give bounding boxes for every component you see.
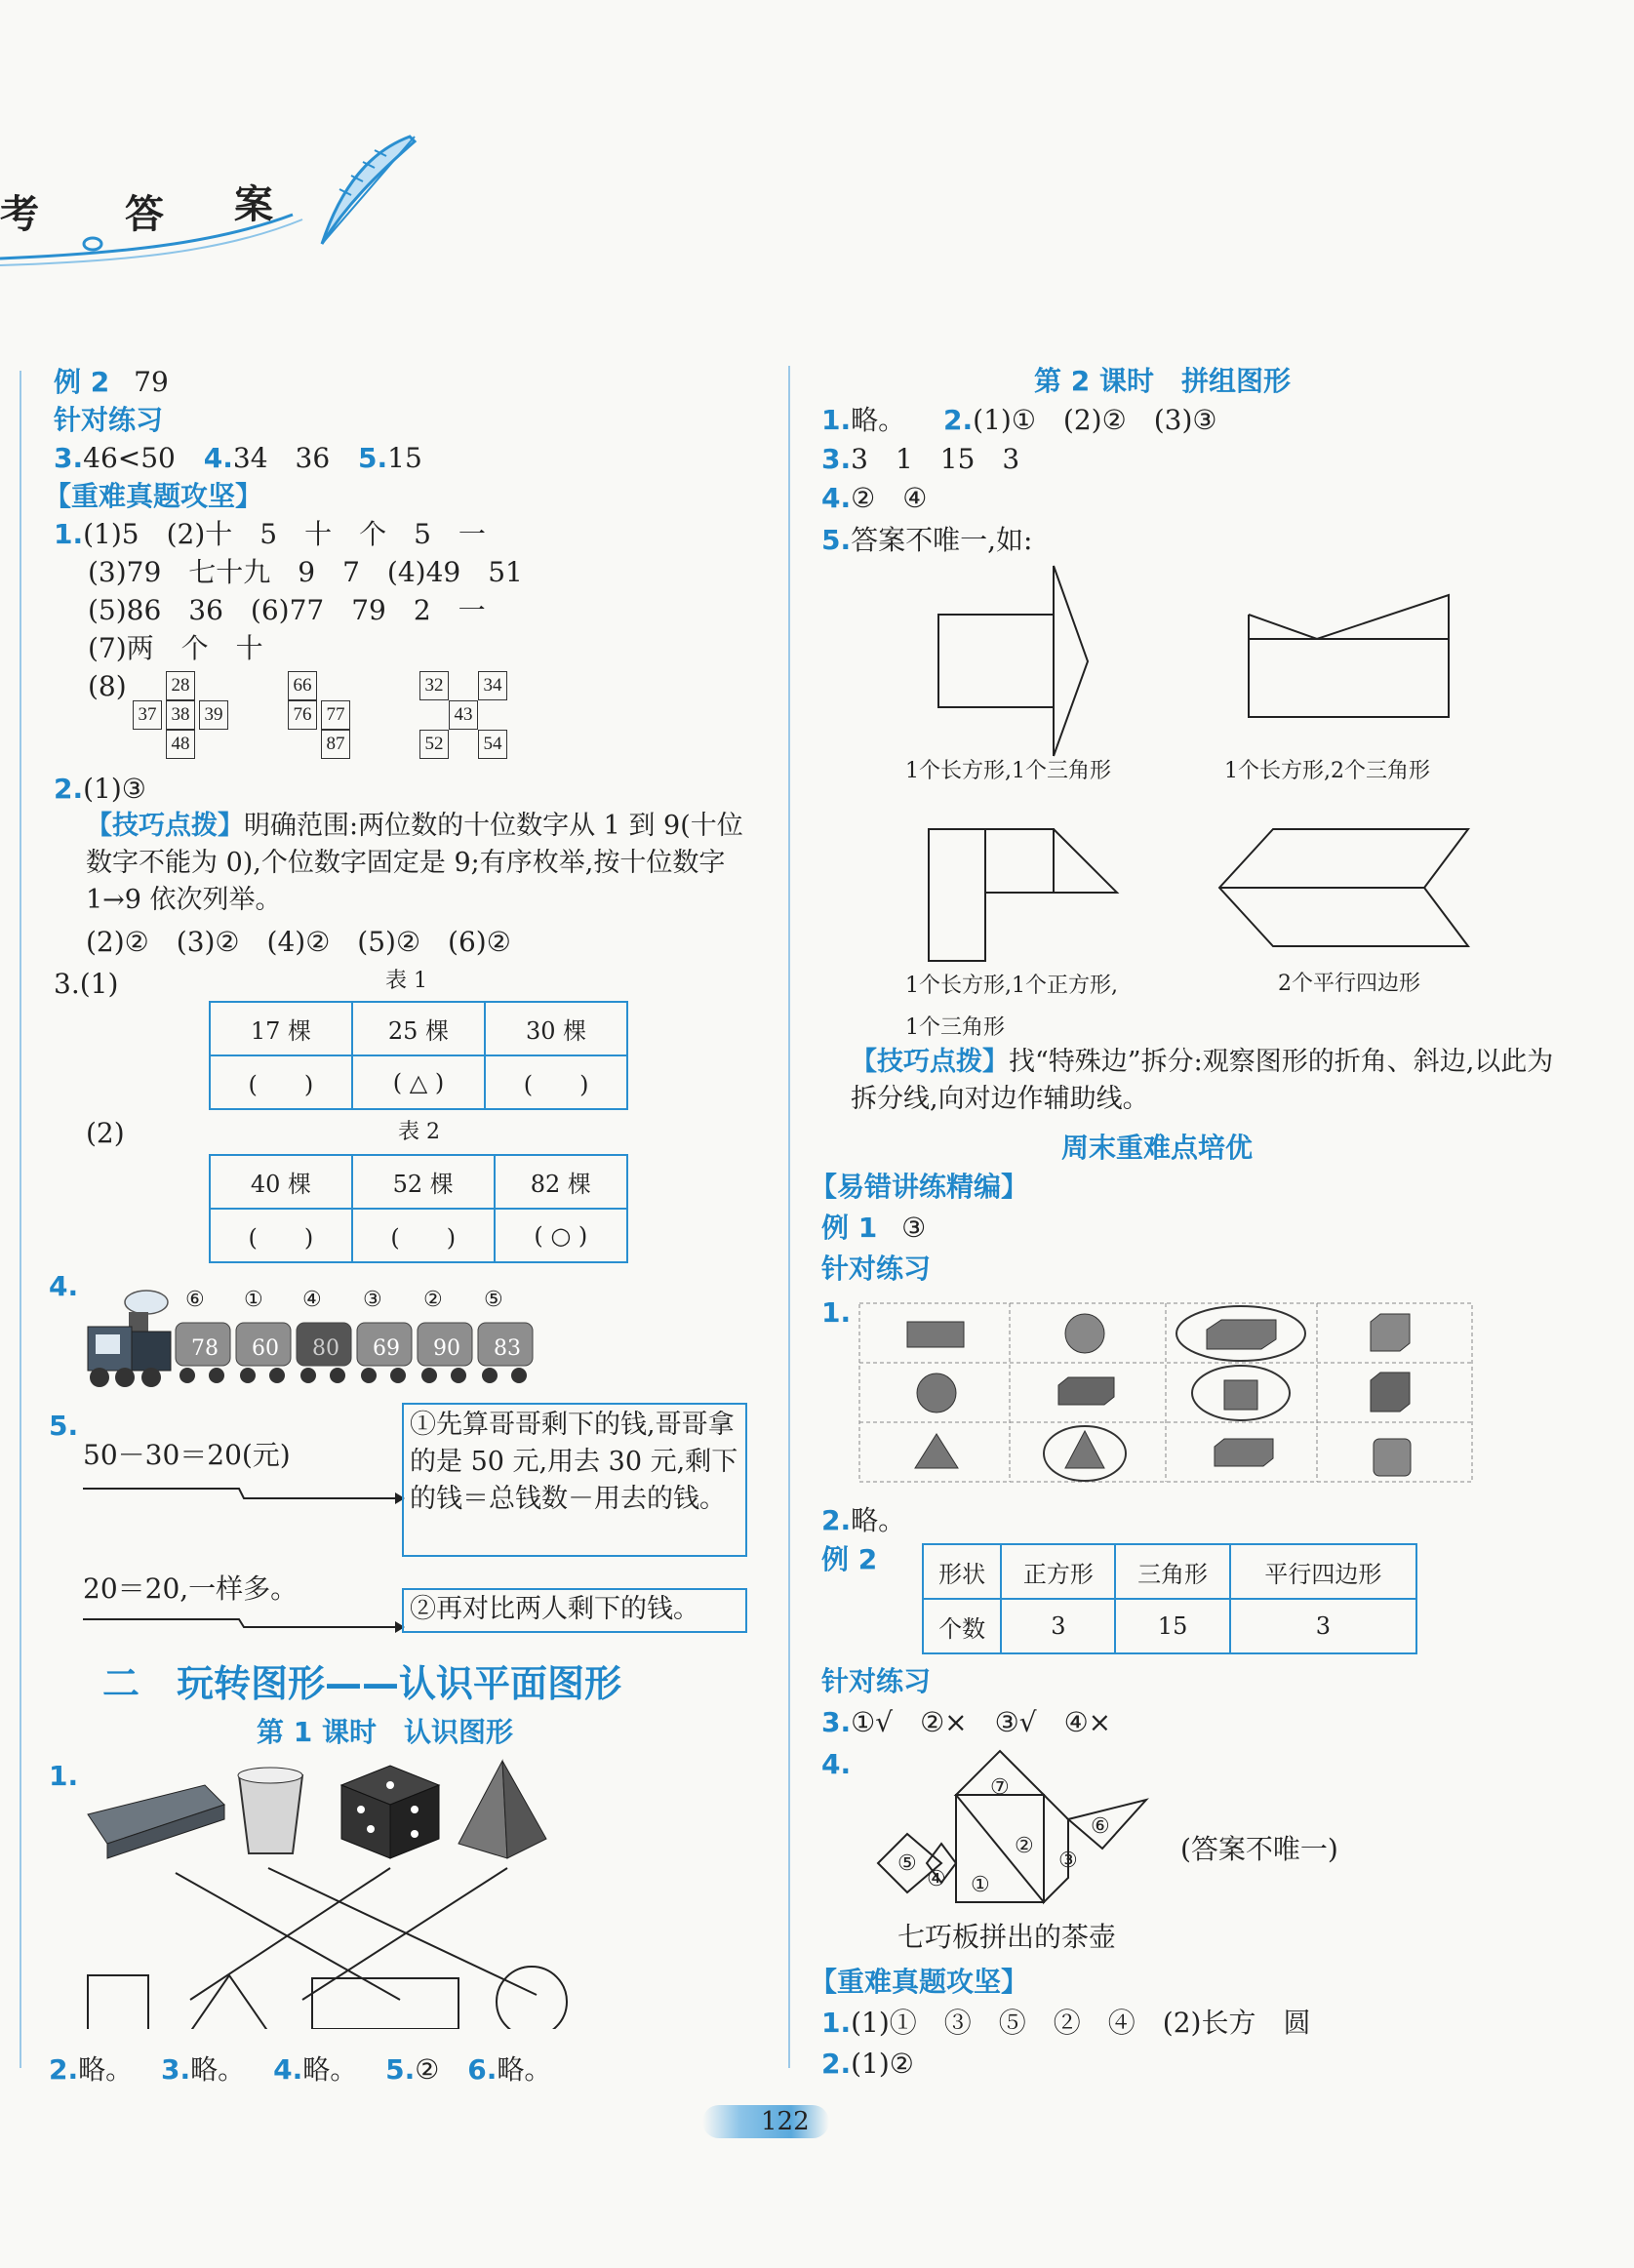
answer-num: 2. — [821, 1504, 852, 1536]
answer-text: ①√ ②× ③√ ④× — [851, 1706, 1112, 1738]
q5-equation-2: 20＝20,一样多。 — [83, 1572, 299, 1605]
arrow-connector-2 — [83, 1611, 405, 1641]
answer-num: 4. — [273, 2053, 303, 2086]
practice-answers-line — [54, 442, 422, 474]
shape-caption-4: 2个平行四边形 — [1278, 972, 1420, 996]
q2-line1 — [54, 773, 146, 805]
left-bottom-answers — [49, 2053, 552, 2086]
shape-table-head: 形状 — [923, 1544, 1001, 1599]
answer-text: 略。 — [302, 2053, 358, 2086]
pyramid-icon — [458, 1761, 546, 1858]
lesson-2-title: 第 2 课时 拼组图形 — [1034, 365, 1291, 397]
answer-text: ② ④ — [851, 482, 928, 514]
dice-icon — [341, 1766, 439, 1858]
shape-caption-3a: 1个长方形,1个正方形, — [905, 974, 1118, 998]
column-divider — [788, 366, 790, 2068]
answer-num: 1. — [821, 2007, 852, 2039]
car-number: 60 — [252, 1336, 279, 1361]
right-q4-number: 4. — [821, 1748, 852, 1780]
grid-cell: 38 — [166, 700, 195, 730]
targeted-practice-heading-3: 针对练习 — [821, 1665, 932, 1697]
error-practice-heading: 【易错讲练精编】 — [810, 1171, 1029, 1203]
answer-num: 4. — [821, 482, 852, 514]
q1b-number: 1. — [49, 1760, 79, 1792]
q3-label1: 3.(1) — [54, 968, 119, 1000]
q5-number: 5. — [358, 442, 388, 474]
explanation-box-2: ②再对比两人剩下的钱。 — [402, 1588, 747, 1633]
key-problems-heading: 【重难真题攻坚】 — [44, 480, 263, 512]
left-margin-line — [20, 371, 21, 2068]
shape-table-head: 三角形 — [1115, 1544, 1229, 1599]
answer-text: 略。 — [190, 2053, 246, 2086]
table1-head-cell: 17 棵 — [210, 1002, 352, 1055]
q2-rest: (2)② (3)② (4)② (5)② (6)② — [86, 926, 511, 958]
explanation-box-1: ①先算哥哥剩下的钱,哥哥拿的是 50 元,用去 30 元,剩下的钱＝总钱数－用去的钱。 — [402, 1403, 747, 1557]
table2-head-cell: 82 棵 — [495, 1155, 627, 1209]
tangram-note: (答案不唯一) — [1180, 1833, 1338, 1865]
right-q1-q2-line — [821, 404, 1217, 436]
targeted-practice-heading: 针对练习 — [54, 404, 164, 436]
shape-caption-2: 1个长方形,2个三角形 — [1224, 759, 1430, 783]
answer-text: (1)② — [851, 2048, 914, 2080]
grid-cell: 77 — [321, 700, 350, 730]
right-example-2-label: 例 2 — [821, 1543, 878, 1575]
grid-cell: 28 — [166, 671, 195, 700]
shape-table-head: 正方形 — [1001, 1544, 1115, 1599]
page-number: 122 — [761, 2107, 810, 2136]
q5-equation-1: 50－30＝20(元) — [83, 1439, 291, 1471]
key-problems-heading-2: 【重难真题攻坚】 — [810, 1966, 1029, 1998]
q1-line4: (7)两 个 十 — [88, 632, 263, 664]
q3-answer: 46<50 — [83, 442, 176, 474]
q1-number: 1. — [54, 518, 84, 550]
table1-answer-cell: ( ) — [210, 1055, 352, 1109]
order-label: ⑤ — [484, 1288, 503, 1312]
tip-block-1 — [86, 808, 759, 919]
answer-num: 5. — [385, 2053, 416, 2086]
table-2 — [209, 1154, 628, 1263]
table1-answer-cell: ( ) — [485, 1055, 627, 1109]
answer-text: 3 1 15 3 — [851, 443, 1020, 475]
tangram-label: ③ — [1058, 1849, 1078, 1873]
answer-num: 2. — [821, 2048, 852, 2080]
q2-number: 2. — [54, 773, 84, 805]
order-label: ① — [244, 1288, 263, 1312]
right-final-q2 — [821, 2050, 914, 2078]
answer-num: 5. — [821, 524, 852, 556]
tangram-label: ④ — [927, 1867, 946, 1891]
q5-number: 5. — [49, 1410, 79, 1442]
tip-text: 明确范围:两位数的十位数字从 1 到 9(十位数字不能为 0),个位数字固定是 9;有序枚举,按十位数字 1→9 依次列举。 — [86, 811, 743, 915]
page-header — [0, 98, 449, 283]
matching-figure — [78, 1756, 624, 2029]
shape-caption-3b: 1个三角形 — [905, 1015, 1005, 1040]
grid-cell: 48 — [166, 730, 195, 759]
order-label: ⑥ — [185, 1288, 205, 1312]
header-char-an: 案 — [234, 181, 312, 227]
answer-num: 2. — [943, 404, 974, 436]
grid-cell: 66 — [288, 671, 317, 700]
pencil-box-icon — [88, 1785, 224, 1858]
table2-head-cell: 52 棵 — [352, 1155, 495, 1209]
grid-cell: 39 — [199, 700, 228, 730]
solids-grid-figure — [858, 1302, 1473, 1483]
car-number: 80 — [312, 1336, 339, 1361]
shape-table-cell: 个数 — [923, 1599, 1001, 1653]
example-2-label: 例 2 — [54, 366, 110, 398]
q1-line1-text: (1)5 (2)十 5 十 个 5 一 — [83, 518, 486, 550]
shape-table-cell: 15 — [1115, 1599, 1229, 1653]
table2-answer-cell: ( ○ ) — [495, 1209, 627, 1262]
tangram-label: ⑥ — [1091, 1814, 1110, 1839]
targeted-practice-heading-2: 针对练习 — [821, 1253, 932, 1285]
answer-text: 答案不唯一,如: — [851, 524, 1033, 556]
arrow-connector-1 — [83, 1481, 405, 1510]
train-figure — [78, 1288, 546, 1395]
tangram-label: ⑤ — [897, 1851, 917, 1876]
example-2-answer: 79 — [134, 366, 169, 398]
table1-head-cell: 30 棵 — [485, 1002, 627, 1055]
q1-line3: (5)86 36 (6)77 79 2 一 — [88, 594, 486, 626]
grid-cell: 34 — [478, 671, 507, 700]
answer-text: (1)① (2)② (3)③ — [973, 404, 1217, 436]
answer-num: 2. — [49, 2053, 79, 2086]
tangram-teapot-figure — [849, 1746, 1161, 1922]
order-label: ③ — [363, 1288, 382, 1312]
train-locomotive-icon — [78, 1288, 176, 1395]
car-number: 83 — [494, 1336, 521, 1361]
grid-cell: 87 — [321, 730, 350, 759]
lesson-1-title: 第 1 课时 认识图形 — [257, 1716, 513, 1748]
tip-text: 找“特殊边”拆分:观察图形的折角、斜边,以此为拆分线,向对边作辅助线。 — [851, 1047, 1554, 1114]
example-1-label: 例 1 — [821, 1212, 878, 1244]
shape-table-cell: 3 — [1001, 1599, 1115, 1653]
tip-label: 【技巧点拨】 — [86, 811, 244, 841]
q5-answer: 15 — [387, 442, 422, 474]
car-number: 90 — [433, 1336, 460, 1361]
table2-head-cell: 40 棵 — [210, 1155, 352, 1209]
q1-line2: (3)79 七十九 9 7 (4)49 51 — [88, 556, 523, 588]
right-q2-line — [821, 1504, 906, 1536]
answer-text: 略。 — [851, 404, 906, 436]
table2-title: 表 2 — [398, 1120, 440, 1144]
q3-label2: (2) — [86, 1117, 125, 1149]
table2-answer-cell: ( ) — [352, 1209, 495, 1262]
right-q5-line — [821, 524, 1033, 556]
right-final-q1 — [821, 2009, 1310, 2037]
table1-head-cell: 25 棵 — [352, 1002, 485, 1055]
grid-cell: 32 — [419, 671, 449, 700]
right-q3-checks — [821, 1706, 1112, 1738]
q1-line1 — [54, 518, 486, 550]
answer-num: 3. — [161, 2053, 191, 2086]
grid-cell: 37 — [133, 700, 162, 730]
tangram-label: ① — [971, 1873, 990, 1897]
table1-title: 表 1 — [385, 969, 427, 993]
answer-num: 3. — [821, 443, 852, 475]
order-label: ② — [423, 1288, 443, 1312]
order-label: ④ — [302, 1288, 322, 1312]
answer-num: 1. — [821, 404, 852, 436]
answer-text: 略。 — [851, 1504, 906, 1536]
tangram-label: ⑦ — [990, 1775, 1010, 1800]
answer-text: 略。 — [497, 2053, 552, 2086]
header-char-kao: 考 — [0, 191, 78, 237]
right-q4-line — [821, 482, 928, 514]
q4-number: 4. — [203, 442, 233, 474]
table2-answer-cell: ( ) — [210, 1209, 352, 1262]
q1-label8: (8) — [88, 670, 127, 702]
example-1-answer: ③ — [901, 1212, 927, 1244]
answer-num: 3. — [821, 1706, 852, 1738]
table-1 — [209, 1001, 628, 1110]
answer-num: 6. — [467, 2053, 498, 2086]
tangram-label: ② — [1015, 1834, 1034, 1858]
shape-table-cell: 3 — [1230, 1599, 1416, 1653]
car-number: 69 — [373, 1336, 400, 1361]
grid-cell: 76 — [288, 700, 317, 730]
q4-answer: 34 36 — [232, 442, 331, 474]
grid-cell: 52 — [419, 730, 449, 759]
grid-cell: 43 — [449, 700, 478, 730]
q3-number: 3. — [54, 442, 84, 474]
unit-2-title: 二 玩转图形——认识平面图形 — [102, 1662, 622, 1705]
right-example-1 — [821, 1214, 926, 1242]
right-q1-number: 1. — [821, 1296, 852, 1329]
tangram-caption: 七巧板拼出的茶壶 — [897, 1921, 1117, 1953]
answer-text: ② — [415, 2053, 440, 2086]
q4-number: 4. — [49, 1270, 79, 1302]
tip-label: 【技巧点拨】 — [851, 1047, 1009, 1077]
table1-answer-cell: ( △ ) — [352, 1055, 485, 1109]
feather-quill-icon — [293, 98, 439, 263]
header-char-da: 答 — [125, 191, 203, 237]
shape-count-table — [922, 1543, 1417, 1654]
car-number: 78 — [191, 1336, 219, 1361]
shape-caption-1: 1个长方形,1个三角形 — [905, 759, 1111, 783]
right-q3-line — [821, 443, 1020, 475]
answer-text: (1)① ③ ⑤ ② ④ (2)长方 圆 — [851, 2007, 1311, 2039]
q2-part1: (1)③ — [83, 773, 146, 805]
cup-icon — [238, 1768, 302, 1853]
weekend-title: 周末重难点培优 — [1061, 1132, 1254, 1164]
shape-table-head: 平行四边形 — [1230, 1544, 1416, 1599]
grid-cell: 54 — [478, 730, 507, 759]
tip-block-2 — [851, 1044, 1573, 1118]
answer-text: 略。 — [78, 2053, 134, 2086]
